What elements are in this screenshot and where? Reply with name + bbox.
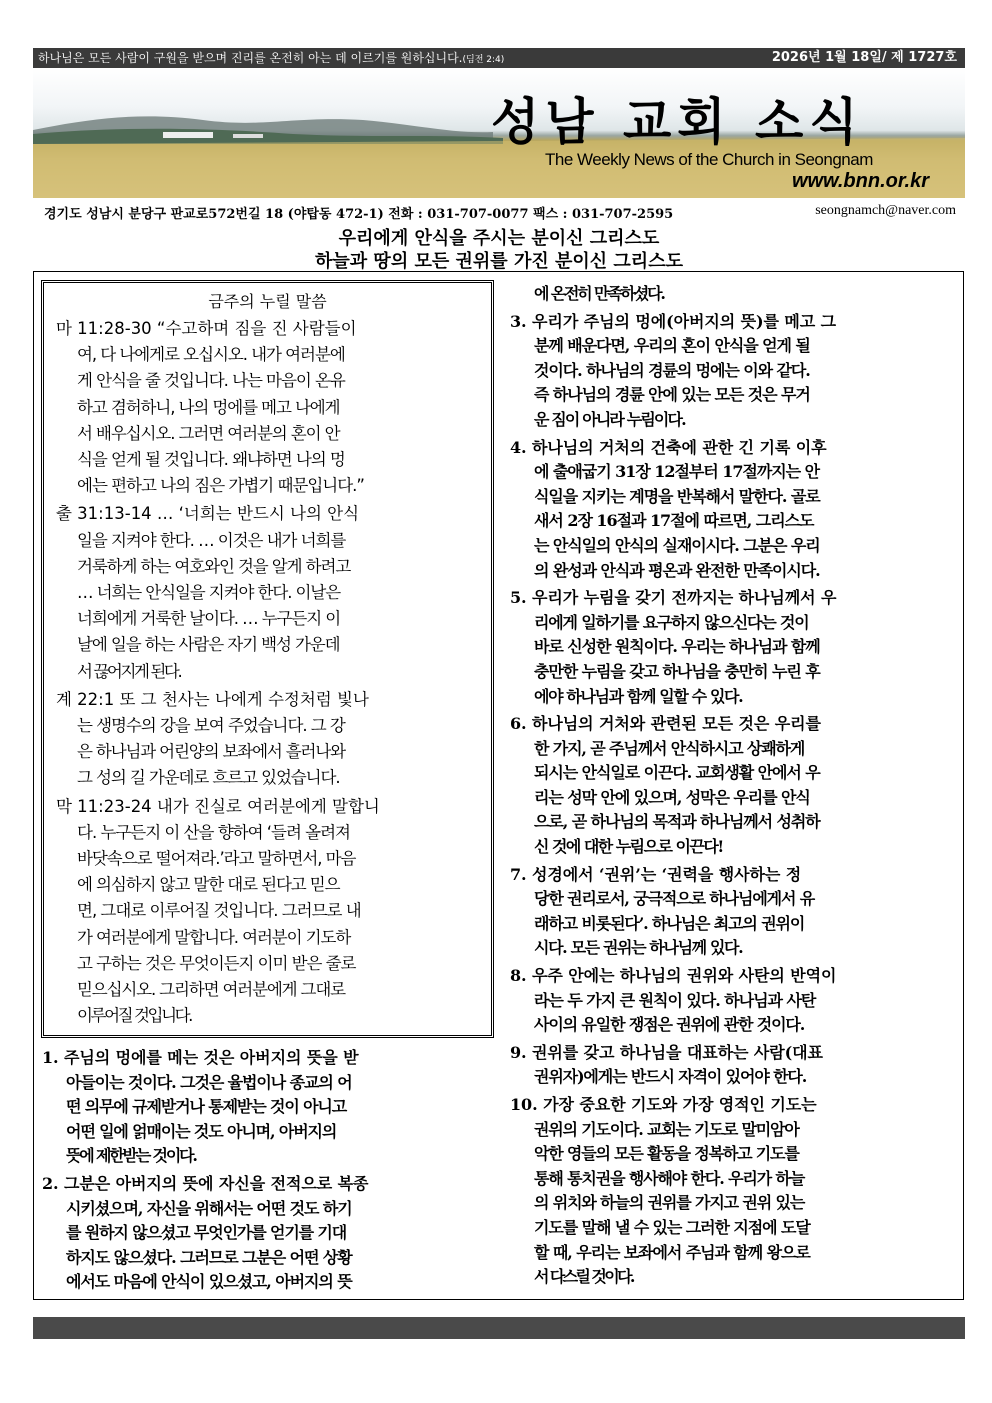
point-item-line: 어떤 일에 얽매이는 것도 아니며, 아버지의 <box>66 1121 337 1141</box>
verse-entry-line: 고 구하는 것은 무엇이든지 이미 받은 줄로 <box>77 953 356 973</box>
point-item-line: 것이다. 하나님의 경륜의 멍에는 이와 같다. <box>534 360 810 380</box>
point-item-line: 되시는 안식일로 이끈다. 교회생활 안에서 우 <box>534 763 820 783</box>
point-item-line: 시키셨으며, 자신을 위해서는 어떤 것도 하기 <box>66 1198 352 1218</box>
point-item-line: 래하고 비롯된다’. 하나님은 최고의 권위이 <box>534 913 805 933</box>
point-item-line: 리에게 일하기를 요구하지 않으신다는 것이 <box>534 612 809 632</box>
verse-entry-line: 이루어질 것입니다. <box>77 1006 192 1026</box>
point-item <box>510 310 960 433</box>
verse-entry-line: 게 안식을 줄 것입니다. 나는 마음이 온유 <box>77 371 345 391</box>
point-item-line: 6. 하나님의 거처와 관련된 모든 것은 우리를 <box>510 714 821 734</box>
point-item-line: 에서도 마음에 안식이 있으셨고, 아버지의 뜻 <box>66 1272 352 1292</box>
issue-date: 2026년 1월 18일/ 제 1727호 <box>771 50 957 65</box>
verse-list <box>56 316 479 1029</box>
point-item <box>42 1046 492 1169</box>
verses-heading: 금주의 누릴 말씀 <box>208 292 327 311</box>
point-item-line: 라는 두 가지 큰 원칙이 있다. 하나님과 사탄 <box>534 990 816 1010</box>
point-item-line: 권위자)에게는 반드시 자격이 있어야 한다. <box>534 1067 807 1087</box>
top-banner-bar <box>33 48 965 68</box>
point-item-line: 의 완성과 안식과 평온과 완전한 만족이시다. <box>534 560 820 580</box>
masthead-photo <box>33 68 965 198</box>
verse-entry-line: 너희에게 거룩한 날이다. … 누구든지 이 <box>77 609 341 629</box>
verse-entry-line: 에는 편하고 나의 짐은 가볍기 때문입니다.” <box>77 476 364 496</box>
point-item-line: 2. 그분은 아버지의 뜻에 자신을 전적으로 복종 <box>42 1173 369 1193</box>
verse-entry-line: 그 성의 길 가운데로 흐르고 있었습니다. <box>77 768 340 788</box>
point-item-line: 시다. 모든 권위는 하나님께 있다. <box>534 938 743 958</box>
verse-entry <box>56 687 479 792</box>
point-item <box>42 1172 492 1295</box>
point-item-line: 한 가지, 곧 주님께서 안식하시고 상쾌하게 <box>534 738 805 758</box>
point-item-line: 으로, 곧 하나님의 목적과 하나님께서 성취하 <box>534 812 820 832</box>
point-item-line: 1. 주님의 멍에를 메는 것은 아버지의 뜻을 받 <box>42 1048 359 1067</box>
point-item-line: 서 다스릴 것이다. <box>534 1267 633 1287</box>
verse-entry-line: 하고 겸허하니, 나의 멍에를 메고 나에게 <box>77 397 340 417</box>
footer-bar <box>33 1317 965 1339</box>
point-item-line: 에 온전히 만족하셨다. <box>534 284 664 303</box>
point-item-line: 리는 성막 안에 있으며, 성막은 우리를 안식 <box>534 787 810 807</box>
point-item-line: 즉 하나님의 경륜 안에 있는 모든 것은 무거 <box>534 385 810 405</box>
verse-entry-line: 는 생명수의 강을 보여 주었습니다. 그 강 <box>77 716 345 736</box>
point-item-line: 에 출애굽기 31장 12절부터 17절까지는 안 <box>534 462 820 482</box>
point-item-line: 에야 하나님과 함께 일할 수 있다. <box>534 686 743 706</box>
verse-entry <box>56 316 479 499</box>
point-item-line: 아들이는 것이다. 그것은 율법이나 종교의 어 <box>66 1072 352 1092</box>
point-item-line: 의 위치와 하늘의 권위를 가지고 권위 있는 <box>534 1193 805 1213</box>
newsletter-subtitle: The Weekly News of the Church in Seongnam <box>545 150 873 169</box>
address-phone-fax: 경기도 성남시 분당구 판교로572번길 18 (야탑동 472-1) 전화 : 031-707-0077 팩스 : 031-707-2595 <box>44 207 674 222</box>
headline-2: 하늘과 땅의 모든 권위를 가진 분이신 그리스도 <box>315 251 683 272</box>
verse-entry-line: … 너희는 안식일을 지켜야 한다. 이날은 <box>77 583 341 603</box>
point-item <box>510 1041 960 1090</box>
newsletter-title: 성남 교회 소식 <box>491 93 864 151</box>
point-item-line: 10. 가장 중요한 기도와 가장 영적인 기도는 <box>510 1095 817 1114</box>
point-item-line: 는 안식일의 안식의 실재이시다. 그분은 우리 <box>534 535 820 555</box>
right-column-points <box>510 282 960 1293</box>
verse-entry <box>56 501 479 684</box>
point-item <box>510 282 960 307</box>
point-item <box>510 586 960 709</box>
point-item-line: 기도를 말해 낼 수 있는 그러한 지점에 도달 <box>534 1217 810 1237</box>
verse-entry-line: 일을 지켜야 한다. … 이것은 내가 너희를 <box>77 530 346 550</box>
point-item-line: 7. 성경에서 ‘권위’는 ‘권력을 행사하는 정 <box>510 864 802 884</box>
point-item <box>510 863 960 961</box>
point-item-line: 권위의 기도이다. 교회는 기도로 말미암아 <box>534 1119 799 1139</box>
point-item-line: 바로 신성한 원칙이다. 우리는 하나님과 함께 <box>534 637 820 657</box>
website-link[interactable]: www.bnn.or.kr <box>791 170 929 192</box>
left-column-points <box>42 1046 492 1298</box>
verse-entry-line: 계 22:1 또 그 천사는 나에게 수정처럼 빛나 <box>56 689 369 709</box>
verse-entry-line: 마 11:28-30 “수고하며 짐을 진 사람들이 <box>56 319 357 338</box>
point-item-line: 를 원하지 않으셨고 무엇인가를 얻기를 기대 <box>66 1223 347 1243</box>
verse-entry-line: 출 31:13-14 … ‘너희는 반드시 나의 안식 <box>56 504 360 524</box>
point-item-line: 3. 우리가 주님의 멍에(아버지의 뜻)를 메고 그 <box>510 311 837 331</box>
point-item-line: 당한 권리로서, 궁극적으로 하나님에게서 유 <box>534 889 815 909</box>
point-item-line: 9. 권위를 갖고 하나님을 대표하는 사람(대표 <box>510 1042 823 1062</box>
banner-verse: 하나님은 모든 사람이 구원을 받으며 진리를 온전히 아는 데 이르기를 원하십니다.(딤전 2:4) <box>38 51 505 65</box>
verse-entry-line: 날에 일을 하는 사람은 자기 백성 가운데 <box>77 635 340 655</box>
point-item-line: 새서 2장 16절과 17절에 따르면, 그리스도 <box>534 511 814 531</box>
point-item <box>510 436 960 584</box>
banner-verse-ref: (딤전 2:4) <box>462 55 505 65</box>
point-item-line: 4. 하나님의 거처의 건축에 관한 긴 기록 이후 <box>510 437 827 457</box>
point-item-line: 분께 배운다면, 우리의 혼이 안식을 얻게 될 <box>534 336 810 356</box>
verse-entry-line: 바닷속으로 떨어져라.’라고 말하면서, 마음 <box>77 849 356 869</box>
point-item-line: 뜻에 제한받는 것이다. <box>66 1146 196 1166</box>
contact-line <box>44 203 956 222</box>
verse-entry-line: 다. 누구든지 이 산을 향하여 ‘들려 올려져 <box>77 822 350 842</box>
point-item-line: 충만한 누림을 갖고 하나님을 충만히 누린 후 <box>534 661 820 681</box>
verse-entry-line: 서 배우십시오. 그러면 여러분의 혼이 안 <box>77 423 340 443</box>
verse-entry-line: 믿으십시오. 그리하면 여러분에게 그대로 <box>77 980 345 1000</box>
email-link[interactable]: seongnamch@naver.com <box>815 203 956 218</box>
point-item-line: 하지도 않으셨다. 그러므로 그분은 어떤 상황 <box>66 1247 352 1267</box>
verse-entry-line: 서 끊어지게 된다. <box>77 661 181 681</box>
point-item-line: 떤 의무에 규제받거나 통제받는 것이 아니고 <box>66 1097 347 1117</box>
point-item-line: 할 때, 우리는 보좌에서 주님과 함께 왕으로 <box>534 1242 810 1262</box>
point-item-line: 악한 영들의 모든 활동을 정복하고 기도를 <box>534 1144 799 1164</box>
point-item-line: 사이의 유일한 쟁점은 권위에 관한 것이다. <box>534 1015 805 1035</box>
point-item-line: 운 짐이 아니라 누림이다. <box>534 409 685 429</box>
verse-entry-line: 가 여러분에게 말합니다. 여러분이 기도하 <box>77 927 351 947</box>
verse-entry-line: 여, 다 나에게로 오십시오. 내가 여러분에 <box>77 345 345 365</box>
weekly-verses-box <box>41 280 494 1038</box>
verse-entry-line: 은 하나님과 어린양의 보좌에서 흘러나와 <box>77 742 345 762</box>
point-item <box>510 964 960 1038</box>
point-item <box>510 712 960 860</box>
verse-entry <box>56 794 479 1030</box>
point-item-line: 통해 통치권을 행사해야 한다. 우리가 하늘 <box>534 1168 805 1188</box>
verse-entry-line: 막 11:23-24 내가 진실로 여러분에게 말합니 <box>56 796 380 816</box>
point-item <box>510 1093 960 1290</box>
point-item-line: 5. 우리가 누림을 갖기 전까지는 하나님께서 우 <box>510 588 837 608</box>
point-item-line: 8. 우주 안에는 하나님의 권위와 사탄의 반역이 <box>510 966 837 986</box>
point-item-line: 식일을 지키는 계명을 반복해서 말한다. 골로 <box>534 486 820 506</box>
verse-entry-line: 면, 그대로 이루어질 것입니다. 그러므로 내 <box>77 901 361 921</box>
verse-entry-line: 에 의심하지 않고 말한 대로 된다고 믿으 <box>77 875 340 895</box>
verse-entry-line: 식을 얻게 될 것입니다. 왜냐하면 나의 멍 <box>77 450 345 470</box>
headline-1: 우리에게 안식을 주시는 분이신 그리스도 <box>338 228 660 249</box>
verse-entry-line: 거룩하게 하는 여호와인 것을 알게 하려고 <box>77 556 351 576</box>
point-item-line: 신 것에 대한 누림으로 이끈다! <box>534 837 723 857</box>
